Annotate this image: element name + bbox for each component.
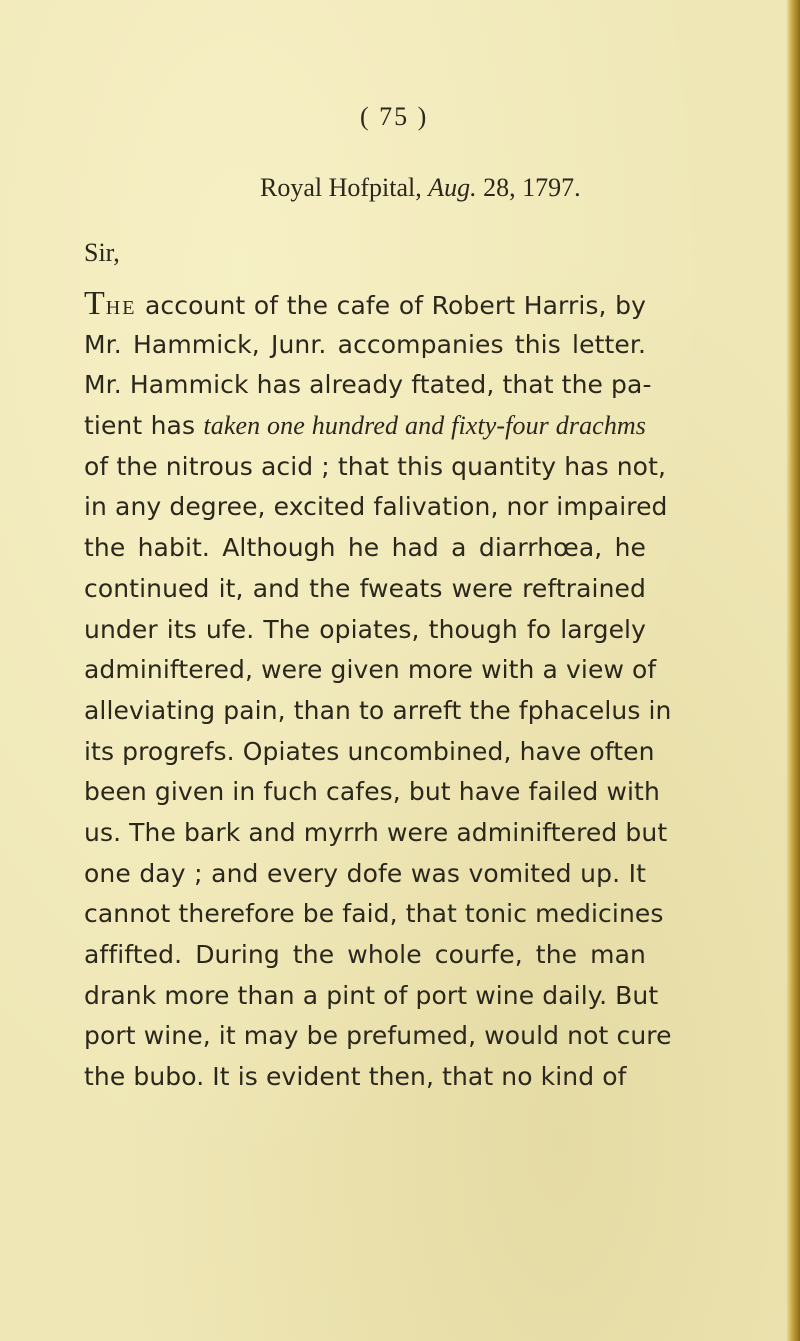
body-line bbox=[84, 284, 646, 325]
dateline-date: 28, 1797. bbox=[483, 173, 581, 202]
body-line: cannot therefore be faid, that tonic medicines bbox=[84, 899, 664, 929]
dateline-place: Royal Hofpital, bbox=[260, 173, 422, 202]
body-line: us. The bark and myrrh were adminiftered but bbox=[84, 817, 668, 847]
body-line: affifted. During the whole courfe, the man bbox=[84, 940, 646, 969]
body-line: its progrefs. Opiates uncombined, have often bbox=[84, 736, 655, 766]
body-line: continued it, and the fweats were reftrained bbox=[84, 573, 646, 603]
body-line: in any degree, excited falivation, nor impaired bbox=[84, 492, 668, 522]
body-line: the habit. Although he had a diarrhœa, he bbox=[84, 533, 646, 563]
first-word-rest: HE bbox=[105, 297, 137, 319]
letter-salutation: Sir, bbox=[84, 238, 120, 267]
body-line: alleviating pain, than to arreft the fphacelus in bbox=[84, 695, 672, 725]
body-line: Mr. Hammick has already ftated, that the pa- bbox=[84, 370, 652, 400]
italic-phrase: taken one hundred and fixty-four drachms bbox=[203, 411, 647, 441]
body-line: adminiftered, were given more with a view of bbox=[84, 655, 657, 685]
body-line: port wine, it may be prefumed, would not cure bbox=[84, 1021, 672, 1051]
dateline-month: Aug. bbox=[428, 173, 477, 202]
body-line: of the nitrous acid ; that this quantity has not, bbox=[84, 451, 667, 481]
body-line: Mr. Hammick, Junr. accompanies this letter. bbox=[84, 329, 646, 359]
page-binding-edge bbox=[786, 0, 800, 1341]
drop-cap: T bbox=[84, 285, 106, 322]
body-line-text: account of the cafe of Robert Harris, by bbox=[145, 291, 646, 320]
letter-dateline bbox=[260, 173, 581, 203]
body-line bbox=[84, 406, 646, 447]
body-line: the bubo. It is evident then, that no kind of bbox=[84, 1062, 627, 1092]
body-line: one day ; and every dofe was vomited up. It bbox=[84, 858, 646, 888]
body-line-text: tient has bbox=[84, 411, 196, 441]
body-line: under its ufe. The opiates, though fo largely bbox=[84, 614, 646, 644]
body-line: drank more than a pint of port wine daily. But bbox=[84, 980, 659, 1010]
body-line: been given in fuch cafes, but have failed with bbox=[84, 777, 660, 807]
letter-body bbox=[84, 284, 672, 1098]
page-number: ( 75 ) bbox=[360, 102, 429, 131]
